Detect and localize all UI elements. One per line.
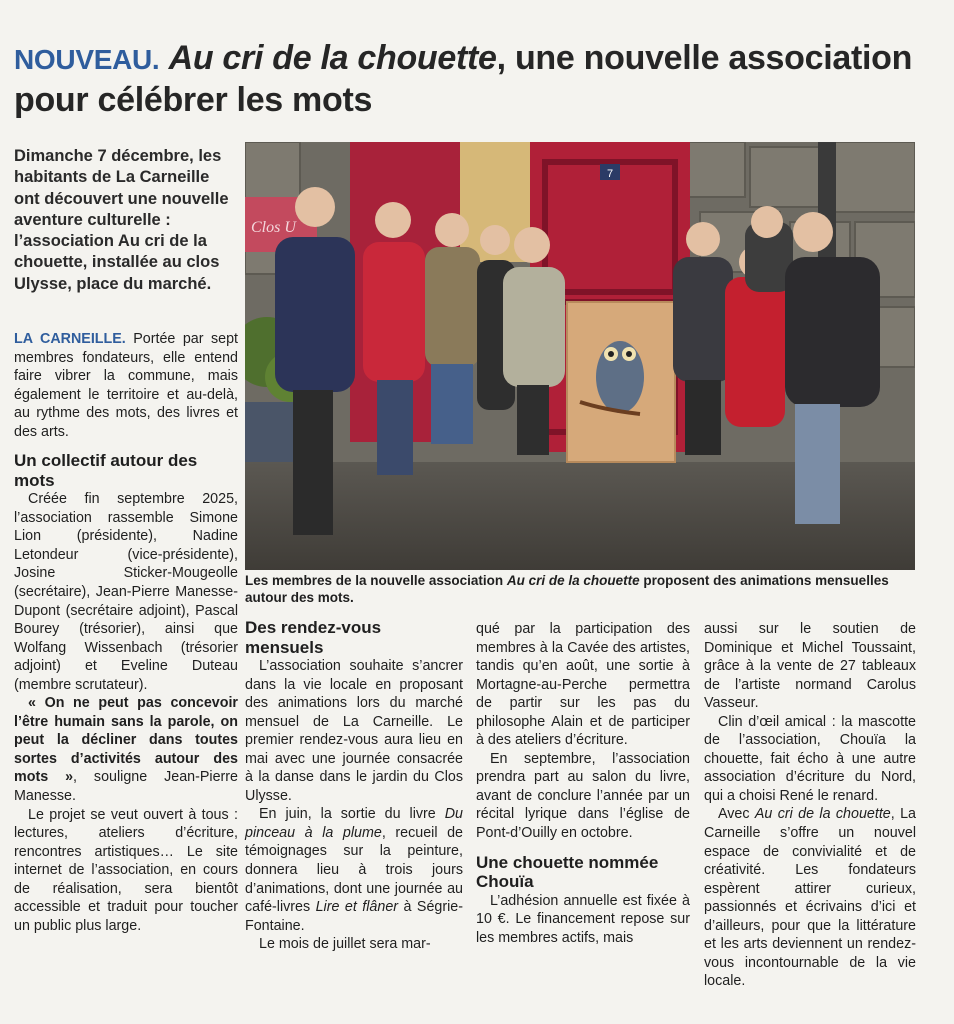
paragraph-june [245,805,463,935]
caption-text-after: proposent des animations mensuelles autour des mots. [245,573,889,605]
paragraph-members: Créée fin septembre 2025, l’association rassemble Simone Lion (présidente), Nadine Letondeur (vice-présidente), Josine Sticker-Mougeolle (secrétaire), Jean-Pierre Manesse-Dupont (secrétaire adjoint), Pascal Bourey (trésorier), ainsi que Wolfang Wissenbach (trésorier adjoint) et Eveline Duteau (membre scrutateur). [14,491,238,693]
paragraph-august: qué par la participation des membres à la Cavée des artistes, tandis qu’en août, une sortie à Mortagne-au-Perche permettra de partir sur les pas du philosophe Alain et de participer à des ateliers d’écriture. [476,621,690,749]
paragraph-project: Le projet se veut ouvert à tous : lectures, ateliers d’écriture, rencontres artistiques… Le site internet de l’association, en cours de réalisation, sera bientôt accessible et traduit pour toucher un public plus large. [14,806,238,934]
intro-text: Portée par sept membres fondateurs, elle entend faire vibrer la commune, mais également le territoire et au-delà, au rythme des mots, des livres et des arts. [14,331,238,440]
paragraph-funding: aussi sur le soutien de Dominique et Michel Toussaint, grâce à la vente de 27 tableaux de l’artiste normand Carolus Vasseur. [704,621,916,712]
column-4 [704,620,916,991]
column-2 [245,606,463,954]
headline-title-rest: , une nouvelle association pour célébrer les mots [14,39,913,119]
paragraph-september: En septembre, l’association prendra part au salon du livre, avant de conclure l’année par un récital lyrique dans l’église de Pont-d’Ouilly en octobre. [476,750,690,842]
june-text-c: à Ségrie-Fontaine. [245,899,463,934]
article-standfirst: Dimanche 7 décembre, les habitants de La Carneille ont découvert une nouvelle aventure culturelle : l’association Au cri de la chouette, installée au clos Ulysse, place du marché. [14,147,229,293]
photo-caption [245,572,915,606]
june-text-a: En juin, la sortie du livre [259,806,445,823]
conclusion-text-b: , La Carneille s’offre un nouvel espace de convivialité et de créativité. Les fondateurs espèrent attirer curieux, passionnés et écrivains d’ici et d’ailleurs, pour que la littérature et les arts deviennent un rendez-vous incontournable de la vie locale. [704,806,916,990]
paragraph-conclusion [704,805,916,990]
paragraph-mascot: Clin d’œil amical : la mascotte de l’association, Chouïa la chouette, fait écho à une autre association d’écriture du Nord, qui a choisi René le renard. [704,713,916,804]
subheading-rendez-vous: Des rendez-vous mensuels [245,618,382,657]
book-title: Du pinceau à la plume [245,806,463,841]
subheading-collectif: Un collectif autour des mots [14,451,198,490]
column-1 [14,330,238,935]
caption-text-before: Les membres de la nouvelle association [245,573,507,588]
dateline-place: LA CARNEILLE. [14,331,126,347]
group-photo [245,142,915,570]
june-text-b: , recueil de témoignages sur la peinture, donnera lieu à trois jours d’animations, dont une journée au café-livres [245,824,463,916]
sign-text: Clos U [251,219,296,236]
intro-paragraph [14,330,238,441]
photo-illustration [245,142,915,570]
paragraph-quote [14,694,238,805]
conclusion-text-a: Avec [718,806,755,823]
door-number: 7 [606,168,614,180]
cafe-name: Lire et flâner [315,899,399,916]
subheading-chouia: Une chouette nommée Chouïa [476,852,659,892]
paragraph-membership: L’adhésion annuelle est fixée à 10 €. Le financement repose sur les membres actifs, mais [476,892,690,946]
pull-quote: « On ne peut pas concevoir l’être humain sans la parole, on peut la décliner dans toutes sortes d’activités autour des mots » [14,695,238,786]
caption-text-italic: Au cri de la chouette [506,573,640,588]
paragraph-july: Le mois de juillet sera mar- [259,936,431,953]
headline-title-italic: Au cri de la chouette [168,39,497,77]
quote-attribution: , souligne Jean-Pierre Manesse. [14,769,238,805]
article-headline [14,38,929,120]
column-3 [476,620,690,947]
headline-kicker: NOUVEAU. [14,44,160,75]
association-name: Au cri de la chouette [754,806,891,823]
paragraph-animations: L’association souhaite s’ancrer dans la vie locale en proposant des animations lors du marché mensuel de La Carneille. Le premier rendez-vous aura lieu en mai avec une journée consacrée à la danse dans le jardin du Clos Ulysse. [245,658,463,804]
